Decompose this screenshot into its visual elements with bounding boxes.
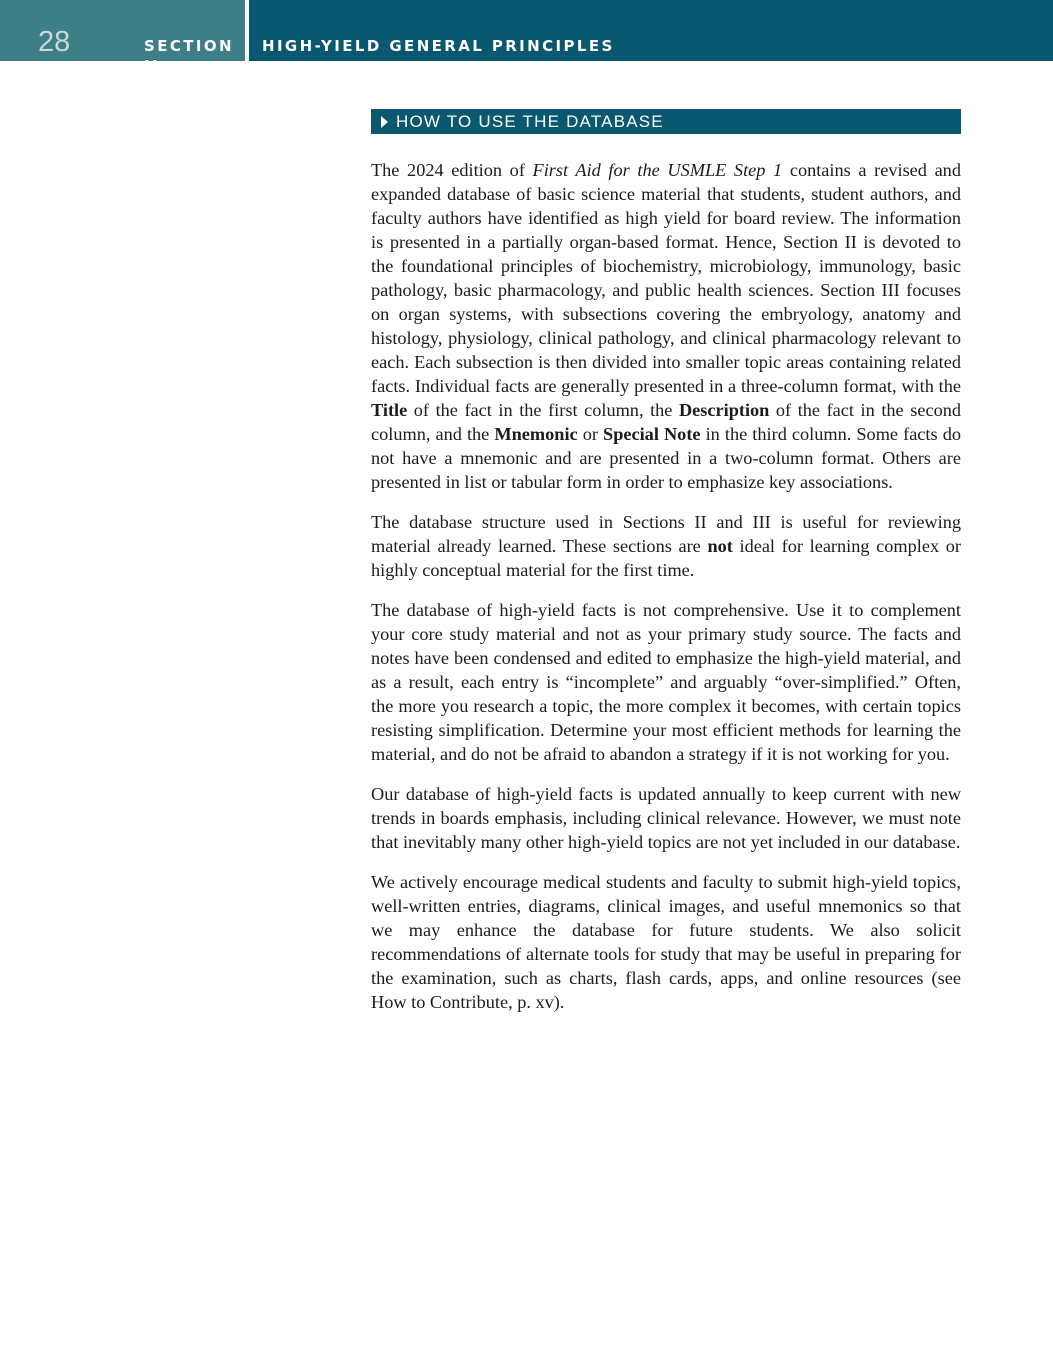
section-label: SECTION II [144, 37, 234, 75]
subheading-text: HOW TO USE THE DATABASE [396, 112, 664, 131]
triangle-right-icon [381, 116, 388, 128]
p1-text-a: The 2024 edition of [371, 160, 533, 180]
book-title: First Aid for the USMLE Step 1 [532, 160, 783, 180]
header-divider [245, 0, 249, 61]
p2-text-a: The database structure used in Sections II and III is useful for reviewing material already learned. These sections are [371, 512, 961, 556]
page-number: 28 [38, 26, 71, 58]
section-subheading [371, 109, 961, 134]
p1-text-d: of the fact in the second column, and the [371, 400, 961, 444]
term-title: Title [371, 400, 408, 420]
chapter-title: HIGH-YIELD GENERAL PRINCIPLES [262, 37, 615, 55]
p1-text-e: or [577, 424, 604, 444]
term-mnemonic: Mnemonic [494, 424, 578, 444]
paragraph-5: We actively encourage medical students and faculty to submit high-yield topics, well-written entries, diagrams, clinical images, and useful mnemonics so that we may enhance the database for future students. We also solicit recommendations of alternate tools for study that may be useful in preparing for the examination, such as charts, flash cards, apps, and online resources (see How to Contribute, p. xv). [371, 872, 961, 1012]
paragraph-4: Our database of high-yield facts is updated annually to keep current with new trends in boards emphasis, including clinical relevance. However, we must note that inevitably many other high-yield topics are not yet included in our database. [371, 784, 961, 852]
p2-text-b: ideal for learning complex or highly conceptual material for the first time. [371, 536, 961, 580]
paragraph-3: The database of high-yield facts is not comprehensive. Use it to complement your core study material and not as your primary study source. The facts and notes have been condensed and edited to emphasize the high-yield material, and as a result, each entry is “incomplete” and arguably “over-simplified.” Often, the more you research a topic, the more complex it becomes, with certain topics resisting simplification. Determine your most efficient methods for learning the material, and do not be afraid to abandon a strategy if it is not working for you. [371, 600, 961, 764]
emphasis-not: not [707, 536, 733, 556]
p1-text-b: contains a revised and expanded database of basic science material that students, student authors, and faculty authors have identified as high yield for board review. The information is presented in a partially organ-based format. Hence, Section II is devoted to the foundational principles of biochemistry, microbiology, immunology, basic pathology, basic pharmacology, and public health sciences. Section III focuses on organ systems, with subsections covering the embryology, anatomy and histology, physiology, clinical pathology, and clinical pharmacology relevant to each. Each subsection is then divided into smaller topic areas containing related facts. Individual facts are generally presented in a three-column format, with the [371, 160, 961, 396]
p1-text-f: in the third column. Some facts do not have a mnemonic and are presented in a two-column format. Others are presented in list or tabular form in order to emphasize key associations. [371, 424, 961, 492]
term-description: Description [678, 400, 770, 420]
page-header [0, 0, 1053, 75]
p1-text-c: of the fact in the first column, the [407, 400, 679, 420]
page-number-tab [0, 0, 245, 75]
body-text [371, 158, 961, 1030]
term-special-note: Special Note [603, 424, 701, 444]
paragraph-2 [371, 510, 961, 582]
paragraph-1 [371, 158, 961, 494]
